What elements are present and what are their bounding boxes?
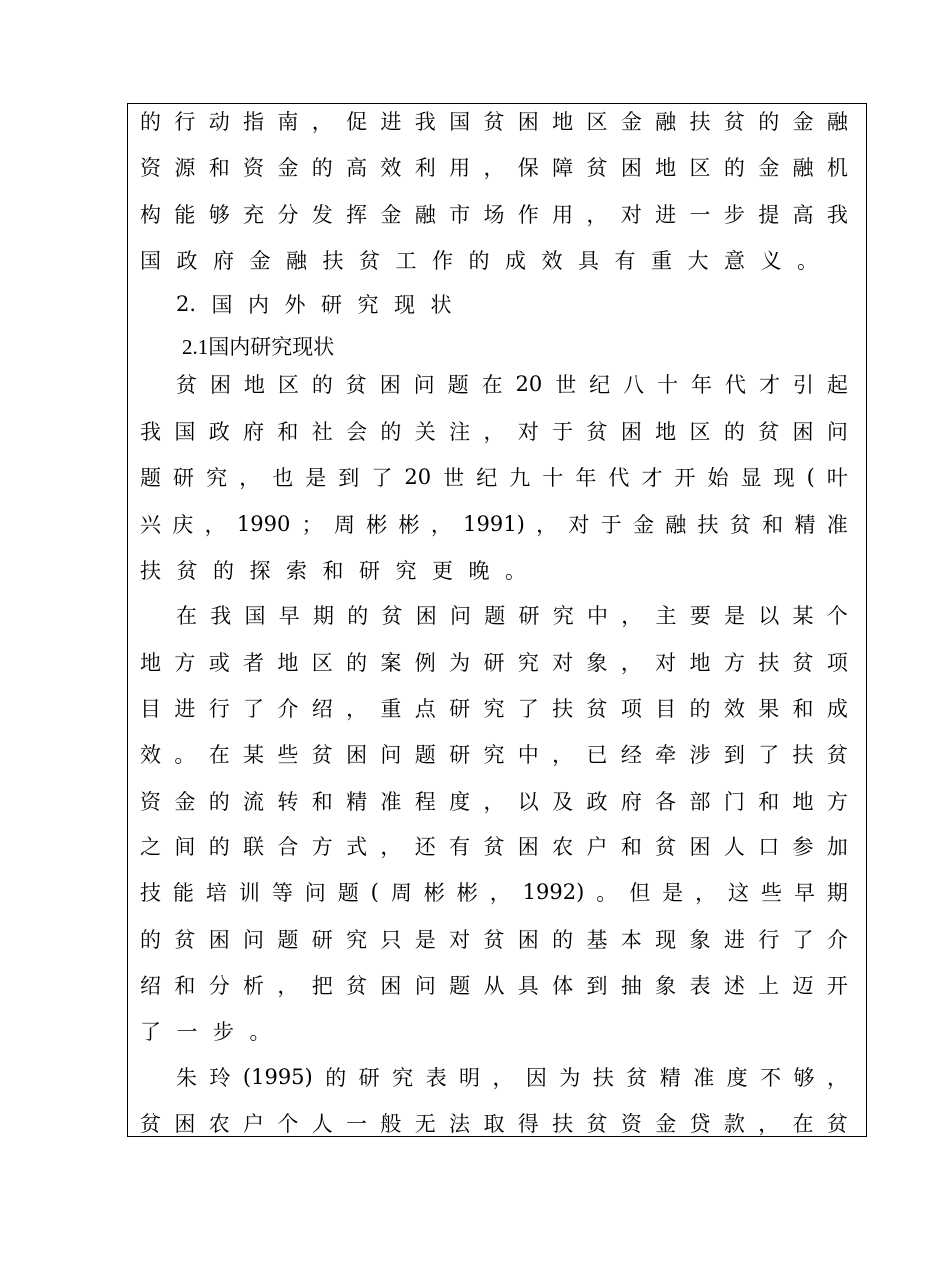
text-line: 朱 玲 (1995) 的 研 究 表 明 ， 因 为 扶 贫 精 准 度 不 够 ，	[176, 1065, 848, 1090]
text-line: 构 能 够 充 分 发 挥 金 融 市 场 作 用 ， 对 进 一 步 提 高 我	[140, 203, 848, 227]
text-line: 地 方 或 者 地 区 的 案 例 为 研 究 对 象 ， 对 地 方 扶 贫 项	[140, 651, 848, 675]
text-line: 技 能 培 训 等 问 题 ( 周 彬 彬 ， 1992) 。 但 是 ， 这 些 早 期	[140, 880, 848, 905]
text-line: 资 源 和 资 金 的 高 效 利 用 ， 保 障 贫 困 地 区 的 金 融 机	[140, 156, 848, 180]
text-line: 目 进 行 了 介 绍 ， 重 点 研 究 了 扶 贫 项 目 的 效 果 和 成	[140, 697, 848, 721]
text-line: 贫 困 地 区 的 贫 困 问 题 在 20 世 纪 八 十 年 代 才 引 起	[176, 372, 848, 397]
text-line: 我 国 政 府 和 社 会 的 关 注 ， 对 于 贫 困 地 区 的 贫 困 问	[140, 420, 848, 444]
text-line: 的 贫 困 问 题 研 究 只 是 对 贫 困 的 基 本 现 象 进 行 了 介	[140, 928, 848, 952]
text-line: 了 一 步 。	[140, 1020, 271, 1044]
text-line: 之 间 的 联 合 方 式 ， 还 有 贫 困 农 户 和 贫 困 人 口 参 加	[140, 835, 848, 859]
text-line: 效 。 在 某 些 贫 困 问 题 研 究 中 ， 已 经 牵 涉 到 了 扶 贫	[140, 743, 848, 767]
text-line: 国 政 府 金 融 扶 贫 工 作 的 成 效 具 有 重 大 意 义 。	[140, 249, 818, 273]
text-line: 2. 国 内 外 研 究 现 状	[176, 292, 452, 317]
text-line: 兴 庆 ， 1990 ； 周 彬 彬 ， 1991) ， 对 于 金 融 扶 贫 和 精 准	[140, 512, 848, 537]
text-line: 贫 困 农 户 个 人 一 般 无 法 取 得 扶 贫 资 金 贷 款 ， 在 贫	[140, 1112, 848, 1136]
text-line: 资 金 的 流 转 和 精 准 程 度 ， 以 及 政 府 各 部 门 和 地 方	[140, 790, 848, 814]
text-line: 绍 和 分 析 ， 把 贫 困 问 题 从 具 体 到 抽 象 表 述 上 迈 开	[140, 974, 848, 998]
text-line: 在 我 国 早 期 的 贫 困 问 题 研 究 中 ， 主 要 是 以 某 个	[176, 604, 848, 628]
document-page-frame	[127, 103, 867, 1137]
text-line: 扶 贫 的 探 索 和 研 究 更 晚 。	[140, 559, 526, 583]
text-line: 的 行 动 指 南 ， 促 进 我 国 贫 困 地 区 金 融 扶 贫 的 金 融	[140, 110, 848, 134]
text-line: 2.1国内研究现状	[182, 335, 335, 359]
text-line: 题 研 究 ， 也 是 到 了 20 世 纪 九 十 年 代 才 开 始 显 现 ( 叶	[140, 465, 848, 490]
